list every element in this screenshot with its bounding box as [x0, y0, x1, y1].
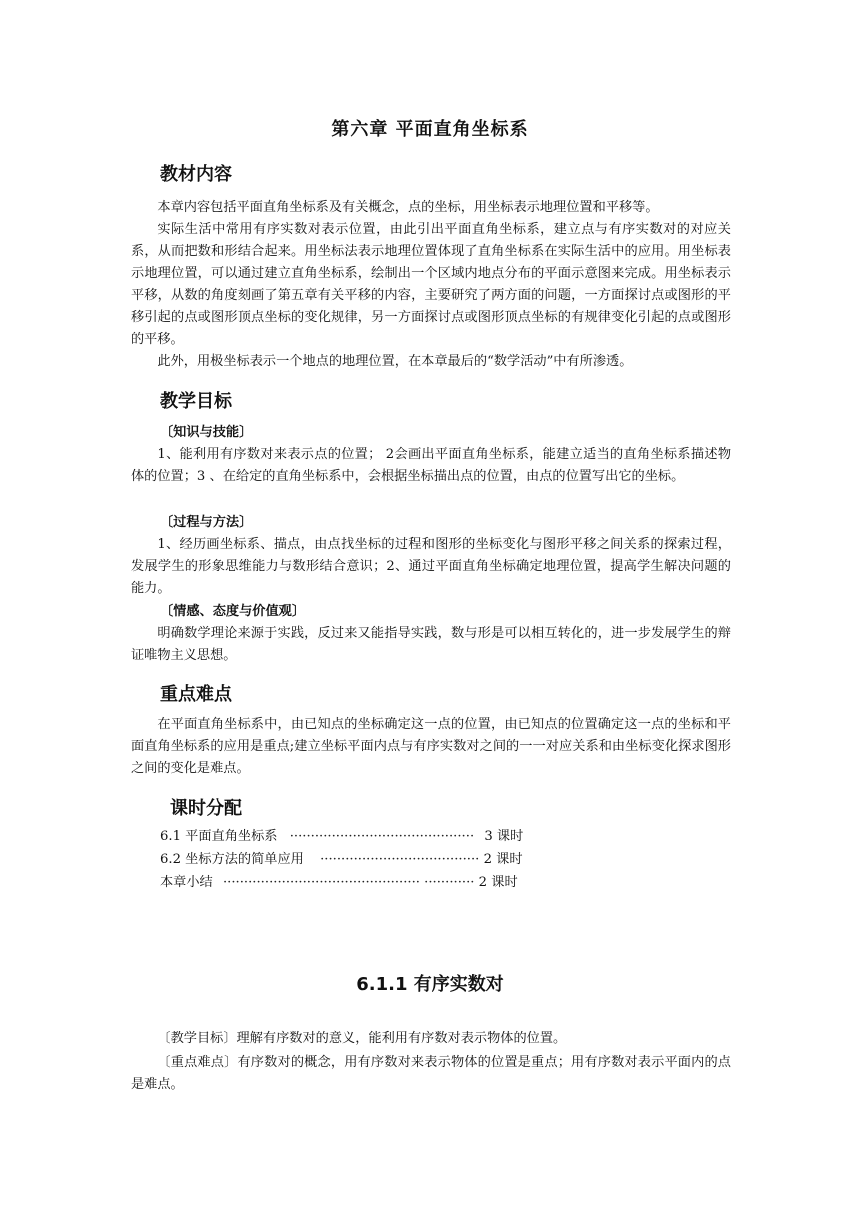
- goals-heading: 教学目标: [160, 391, 232, 412]
- content-paragraph-3: 此外，用极坐标表示一个地点的地理位置，在本章最后的“数学活动”中有所渗透。: [157, 354, 633, 369]
- chapter-title: 第六章 平面直角坐标系: [331, 119, 529, 140]
- schedule-item: 本章小结: [160, 875, 213, 890]
- lesson-title: 6.1.1 有序实数对: [356, 974, 504, 995]
- lesson-key-text: 有序数对的概念，用有序数对来表示物体的位置是重点；用有序数对表示平面内的点是难点。: [131, 1055, 731, 1092]
- schedule-item: 6.2 坐标方法的简单应用: [160, 852, 304, 867]
- schedule-heading: 课时分配: [170, 798, 242, 819]
- schedule-row: [160, 826, 580, 848]
- schedule-dots: ······································: [320, 852, 480, 867]
- emotion-label: 〔情感、态度与价值观〕: [160, 604, 306, 619]
- lesson-key-label: 〔重点难点〕: [157, 1055, 238, 1070]
- lesson-goal-text: 理解有序数对的意义，能利用有序数对表示物体的位置。: [236, 1031, 567, 1046]
- process-text: 1、经历画坐标系、描点，由点找坐标的过程和图形的坐标变化与图形平移之间关系的探索过程，发展学生的形象思维能力与数形结合意识；2、通过平面直角坐标确定地理位置，提高学生解决问题的能力。: [131, 537, 731, 596]
- knowledge-label: 〔知识与技能〕: [160, 425, 253, 440]
- schedule-hours: 2 课时: [483, 852, 523, 867]
- emotion-text: 明确数学理论来源于实践，反过来又能指导实践，数与形是可以相互转化的，进一步发展学生的辩证唯物主义思想。: [131, 626, 731, 663]
- knowledge-text: 1、能利用有序数对来表示点的位置； 2会画出平面直角坐标系，能建立适当的直角坐标系描述物体的位置；3 、在给定的直角坐标系中，会根据坐标描出点的位置，由点的位置写出它的坐标。: [131, 447, 731, 484]
- schedule-row: [160, 849, 580, 871]
- content-heading: 教材内容: [160, 164, 232, 185]
- key-text: 在平面直角坐标系中，由已知点的坐标确定这一点的位置，由已知点的位置确定这一点的坐标和平面直角坐标系的应用是重点;建立坐标平面内点与有序实数对之间的一一对应关系和由坐标变化探求图形之间的变化是难点。: [131, 717, 731, 776]
- schedule-item: 6.1 平面直角坐标系: [160, 829, 278, 844]
- schedule-dots: ············································: [289, 829, 475, 844]
- schedule-row: [160, 872, 580, 894]
- content-paragraph-2: 实际生活中常用有序实数对表示位置，由此引出平面直角坐标系，建立点与有序实数对的对应关系，从而把数和形结合起来。用坐标法表示地理位置体现了直角坐标系在实际生活中的应用。用坐标表示地理位置，可以通过建立直角坐标系，绘制出一个区域内地点分布的平面示意图来完成。用坐标表示平移，从数的角度刻画了第五章有关平移的内容，主要研究了两方面的问题，一方面探讨点或图形的平移引起的点或图形顶点坐标的变化规律，另一方面探讨点或图形顶点坐标的有规律变化引起的点或图形的平移。: [131, 222, 731, 347]
- lesson-key: [131, 1052, 731, 1096]
- schedule-hours: 2 课时: [478, 875, 518, 890]
- lesson-goal-label: 〔教学目标〕: [157, 1031, 237, 1046]
- lesson-goal: [131, 1028, 731, 1050]
- content-paragraph-1: 本章内容包括平面直角坐标系及有关概念，点的坐标，用坐标表示地理位置和平移等。: [157, 200, 659, 215]
- process-label: 〔过程与方法〕: [160, 515, 253, 530]
- key-heading: 重点难点: [160, 684, 232, 705]
- schedule-hours: 3 课时: [484, 829, 524, 844]
- schedule-dots: ··············································· ············: [222, 875, 475, 890]
